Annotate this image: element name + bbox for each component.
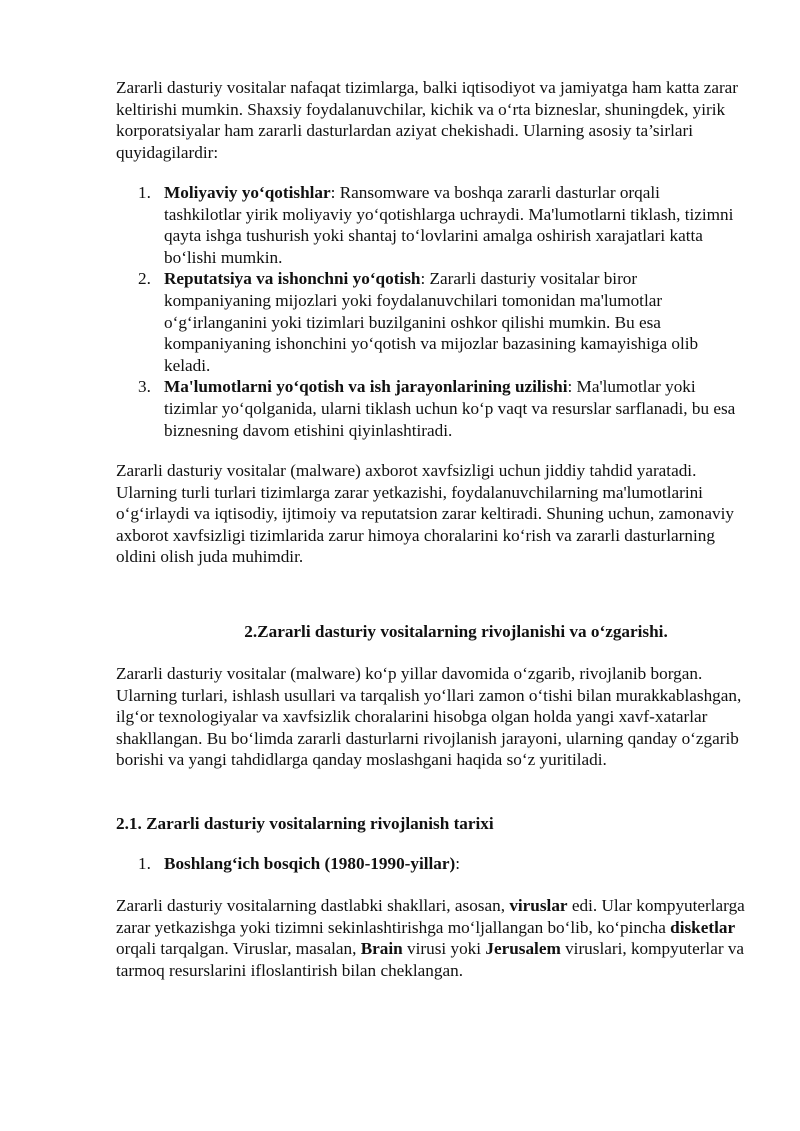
list-item-title: Moliyaviy yo‘qotishlar [164,183,331,202]
list-item [116,182,736,268]
list-number: 2. [138,269,151,289]
list-item-text: : Ma'lumotlar yoki tizimlar yo‘qolganida, ularni tiklash uchun ko‘p vaqt va resurslar sarflanadi, bu esa biznesning davom etishini qiyinlashtiradi. [164,377,736,440]
impact-list [116,182,736,441]
history-paragraph [116,895,756,981]
list-item [116,853,756,875]
list-item-text: : Ransomware va boshqa zararli dasturlar orqali tashkilotlar yirik moliyaviy yo‘qotishlarga uchraydi. Ma'lumotlarni tiklash, tizimni qayta ishga tushurish yoki shantaj to‘lovlarini amalga oshirish xarajatlari katta bo‘lishi mumkin. [164,183,734,267]
bold-term: Jerusalem [485,939,561,959]
list-item-title: Ma'lumotlarni yo‘qotish va ish jarayonlarining uzilishi [164,377,568,397]
list-item [116,376,736,441]
section-heading: 2.Zararli dasturiy vositalarning rivojlanishi va o‘zgarishi. [244,622,668,641]
bold-term: Brain [360,939,403,959]
text-run: edi. Ular kompyuterlarga zarar yetkazishga yoki tizimni sekinlashtirishga mo‘ljallangan bo‘lib, ko‘pincha [116,896,745,937]
subsection-heading: 2.1. Zararli dasturiy vositalarning rivojlanish tarixi [116,814,494,833]
list-item-suffix: : [455,854,461,873]
list-number: 3. [138,377,151,397]
list-item-title: Boshlang‘ich bosqich (1980-1990-yillar) [164,854,456,873]
list-item [116,268,736,376]
text-run: viruslari, kompyuterlar va tarmoq resurslarini ifloslantirish bilan cheklangan. [116,939,745,980]
text-run: Zararli dasturiy vositalarning dastlabki shakllari, asosan, [116,896,510,915]
bold-term: viruslar [509,896,568,915]
list-number: 1. [138,183,151,202]
list-number: 1. [138,854,151,873]
intro-paragraph: Zararli dasturiy vositalar nafaqat tizimlarga, balki iqtisodiyot va jamiyatga ham katta zarar keltirishi mumkin. Shaxsiy foydalanuvchilar, kichik va o‘rta bizneslar, shuningdek, yirik korporatsiyalar ham zararli dasturlardan aziyat chekishadi. Ularning asosiy ta’sirlari quyidagilardir: [116,78,739,162]
list-item-text: : Zararli dasturiy vositalar biror kompaniyaning mijozlari yoki foydalanuvchilari tomonidan ma'lumotlar o‘g‘irlanganini yoki tizimlari buzilganini oshkor qilishi mumkin. Bu esa kompaniyaning ishonchini yo‘qotish va mijozlar bazasining kamayishiga olib keladi. [164,269,699,375]
stage-list [116,853,756,875]
text-run: virusi yoki [402,939,486,959]
list-item-title: Reputatsiya va ishonchni yo‘qotish [164,269,421,289]
section-intro-paragraph: Zararli dasturiy vositalar (malware) ko‘p yillar davomida o‘zgarib, rivojlanib borgan. Ularning turlari, ishlash usullari va tarqalish yo‘llari zamon o‘tishi bilan murakkablashgan, ilg‘or texnologiyalar va xavfsizlik choralarini hisobga olgan holda yangi xavf-xatarlar shakllangan. Bu bo‘limda zararli dasturlarni rivojlanish jarayoni, ularning qanday o‘zgarib borishi va yangi tahdidlarga qanday moslashgani haqida so‘z yuritiladi. [116,664,742,770]
summary-paragraph: Zararli dasturiy vositalar (malware) axborot xavfsizligi uchun jiddiy tahdid yaratadi. Ularning turli turlari tizimlarga zarar yetkazishi, foydalanuvchilarning ma'lumotlarini o‘g‘irlaydi va iqtisodiy, ijtimoiy va reputatsion zarar keltiradi. Shuning uchun, zamonaviy axborot xavfsizligi tizimlarida zarur himoya choralarini ko‘rish va zararli dasturlarning oldini olish juda muhimdir. [116,461,734,567]
text-run: orqali tarqalgan. Viruslar, masalan, [116,939,361,959]
bold-term: disketlar [670,917,736,937]
